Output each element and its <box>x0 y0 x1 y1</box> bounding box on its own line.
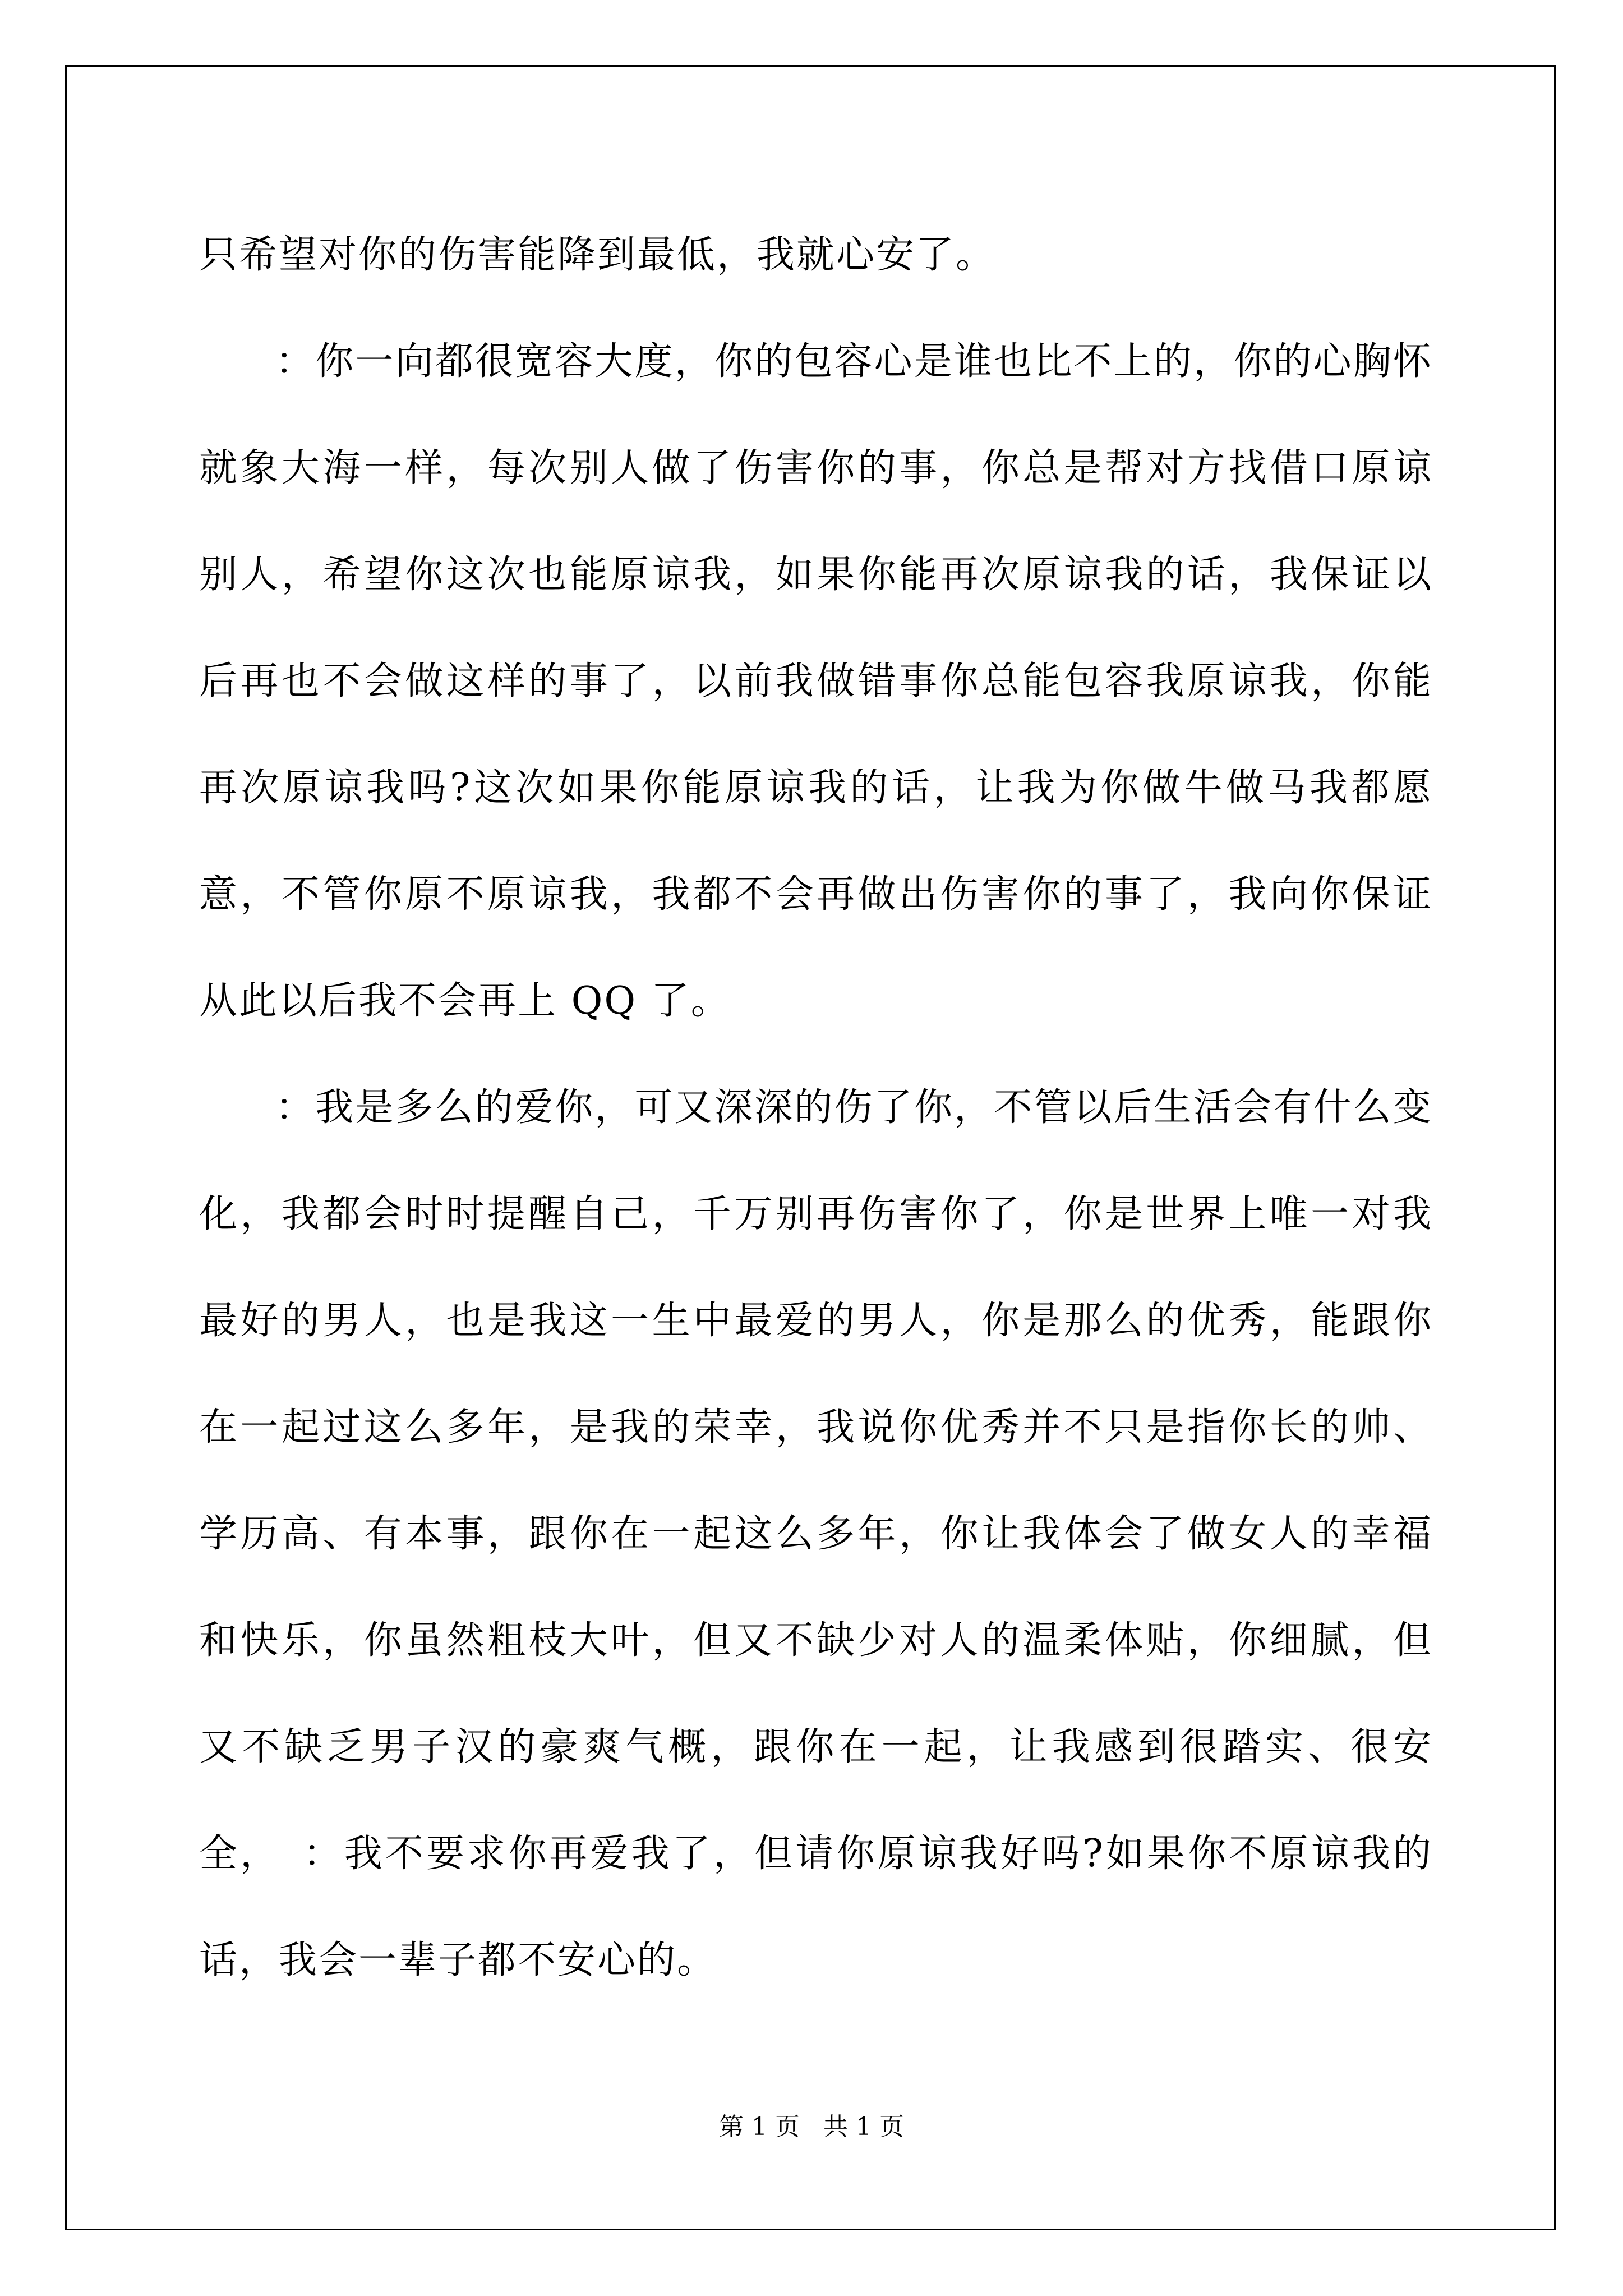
document-body <box>199 202 1433 2014</box>
paragraph-1: 只希望对你的伤害能降到最低，我就心安了。 <box>199 233 996 277</box>
page-footer <box>0 2106 1623 2142</box>
page-number: 第 1 页 <box>719 2113 800 2141</box>
paragraph-3: ：我是多么的爱你，可又深深的伤了你，不管以后生活会有什么变化，我都会时时提醒自己，千万别再伤害你了，你是世界上唯一对我最好的男人，也是我这一生中最爱的男人，你是那么的优秀，能跟你在一起过这么多年，是我的荣幸，我说你优秀并不只是指你长的帅、学历高、有本事，跟你在一起这么多年，你让我体会了做女人的幸福和快乐，你虽然粗枝大叶，但又不缺少对人的温柔体贴，你细腻，但又不缺乏男子汉的豪爽气概，跟你在一起，让我感到很踏实、很安全， ：我不要求你再爱我了，但请你原谅我好吗?如果你不原谅我的话，我会一辈子都不安心的。 <box>199 1085 1433 1982</box>
page-total: 共 1 页 <box>823 2113 904 2141</box>
paragraph-2: ：你一向都很宽容大度，你的包容心是谁也比不上的，你的心胸怀就象大海一样，每次别人做了伤害你的事，你总是帮对方找借口原谅别人，希望你这次也能原谅我，如果你能再次原谅我的话，我保证以后再也不会做这样的事了，以前我做错事你总能包容我原谅我，你能再次原谅我吗?这次如果你能原谅我的话，让我为你做牛做马我都愿意，不管你原不原谅我，我都不会再做出伤害你的事了，我向你保证从此以后我不会再上 QQ 了。 <box>199 339 1433 1023</box>
